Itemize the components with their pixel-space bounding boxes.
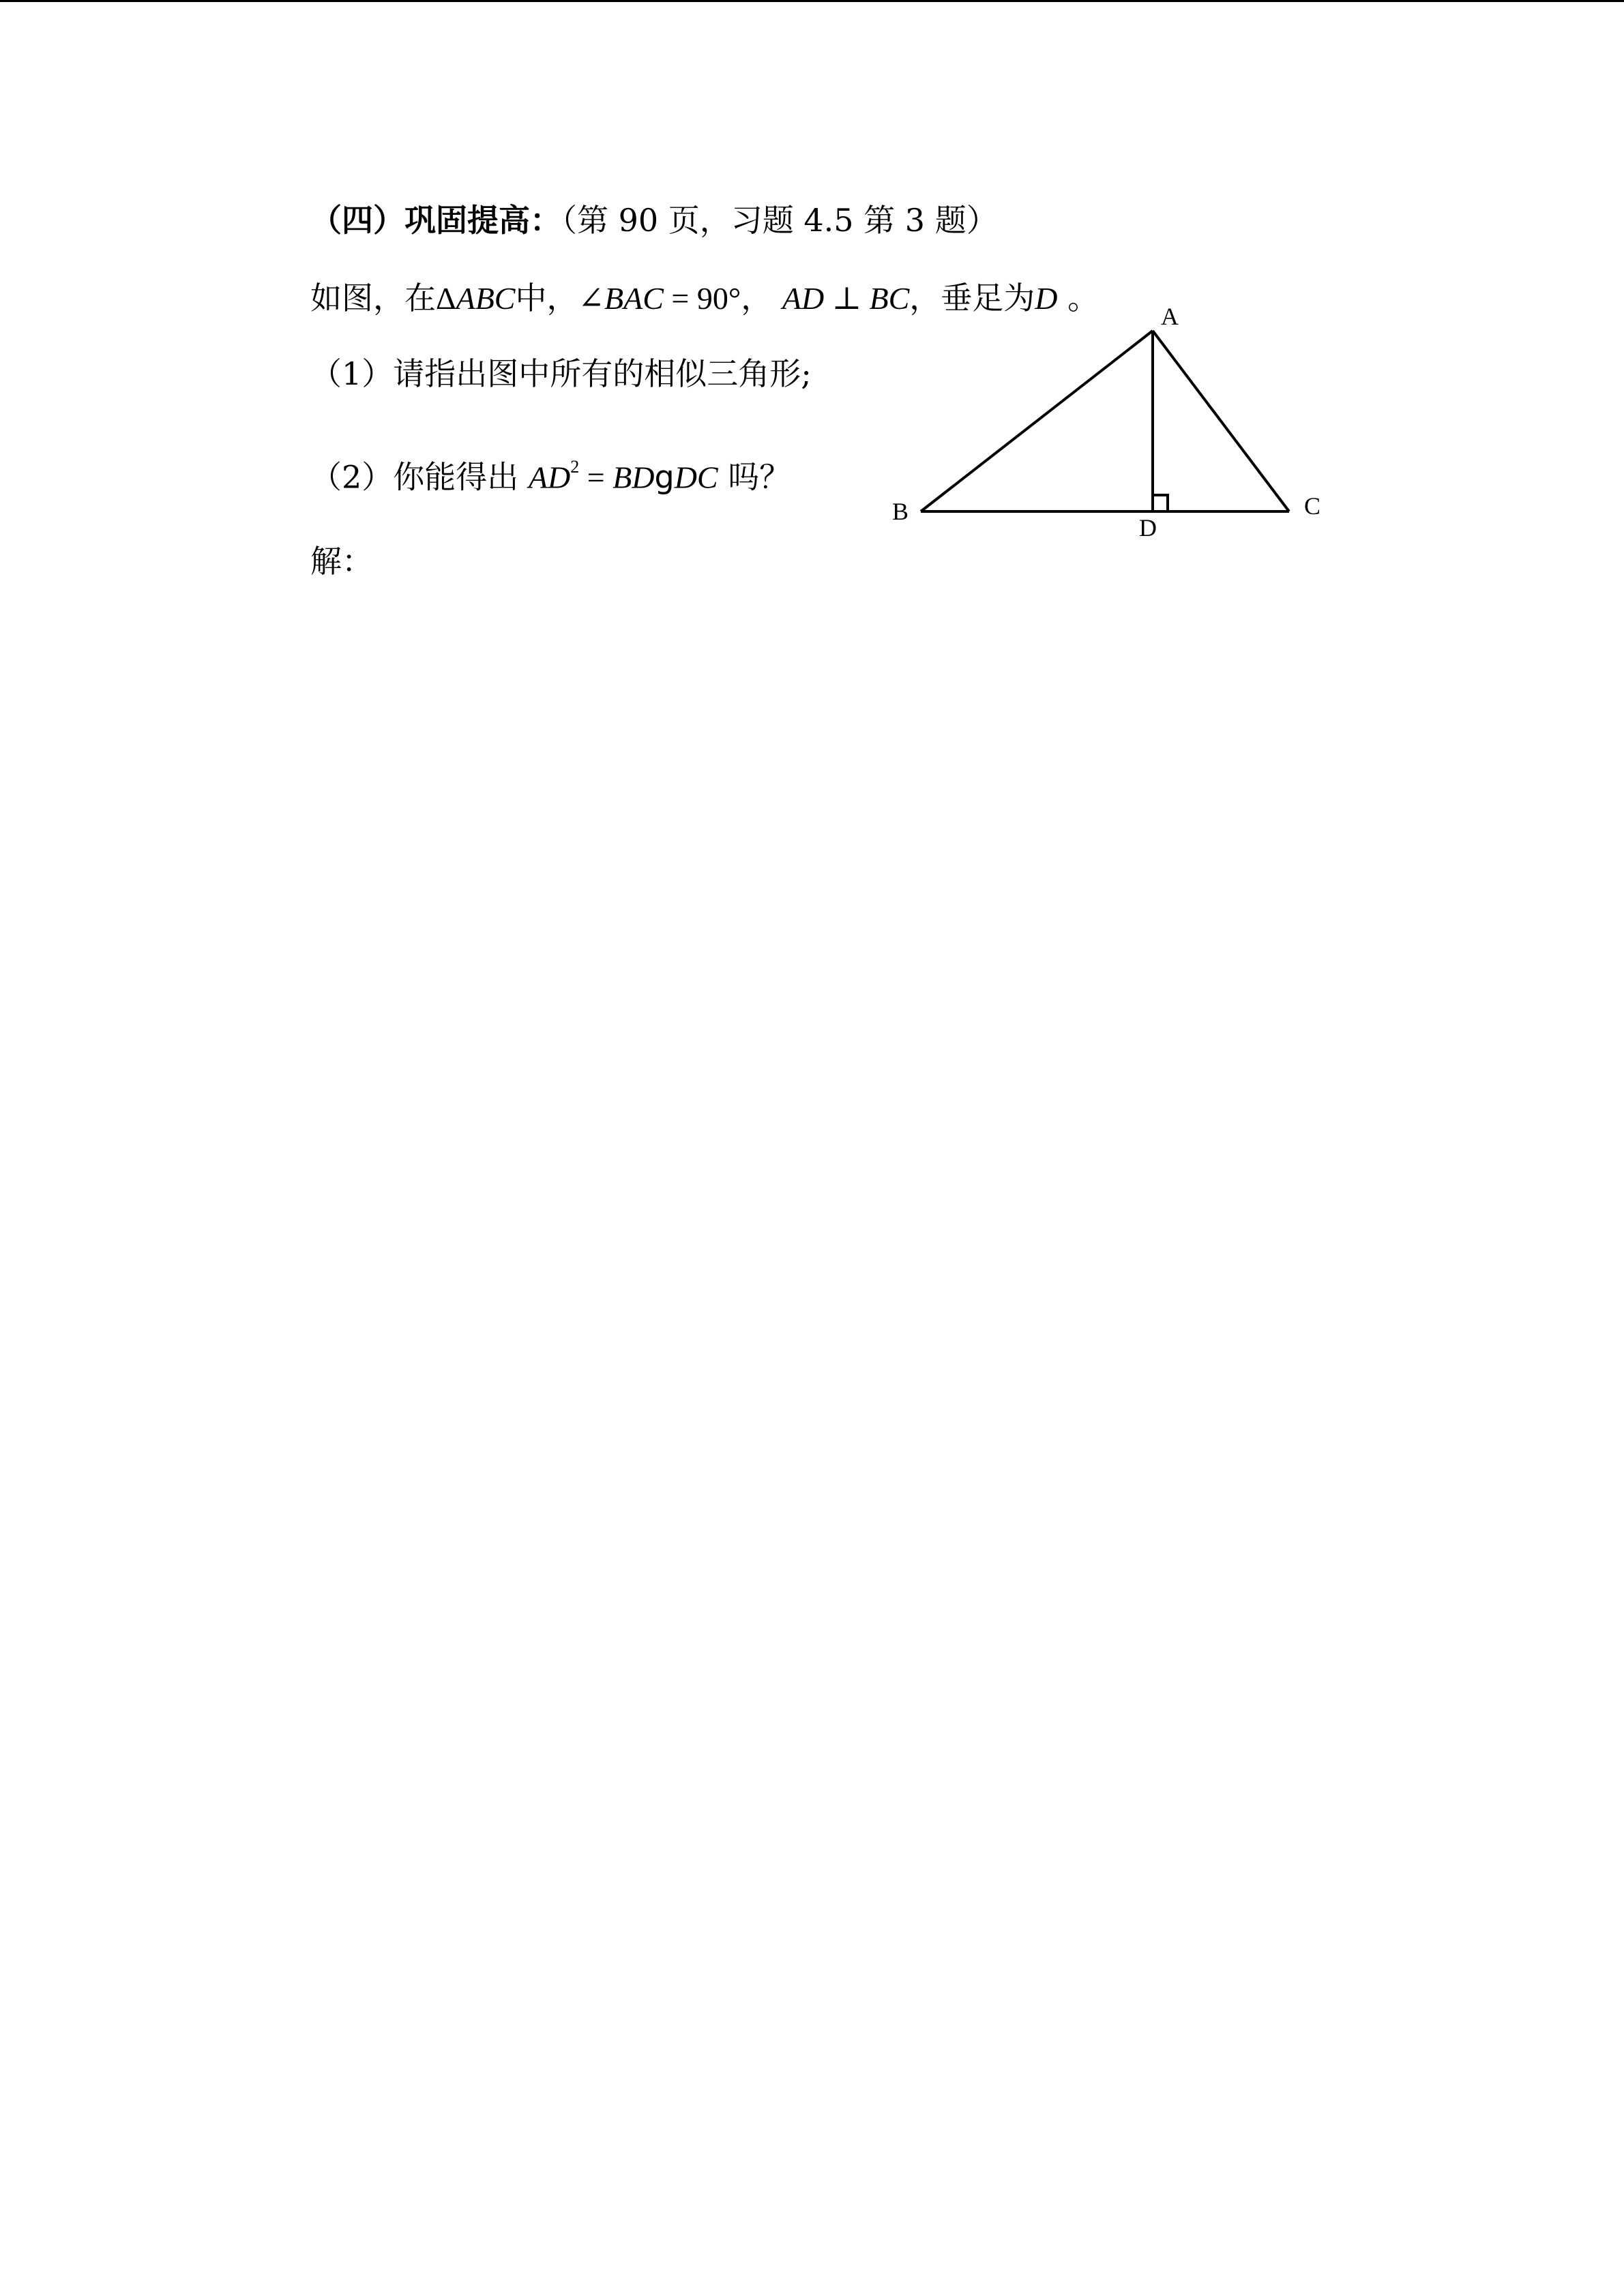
question-1-text: （1）请指出图中所有的相似三角形; <box>310 355 812 392</box>
right-angle-mark <box>1153 495 1168 511</box>
question-2-exponent: 2 <box>570 457 580 477</box>
exercise-reference: （第 90 页，习题 4.5 第 3 题） <box>561 202 998 239</box>
label-b: B <box>892 498 909 525</box>
question-2 <box>310 451 791 498</box>
foot-point: D <box>1035 281 1058 316</box>
segment-ad: AD <box>782 281 825 316</box>
question-2-suffix: 吗？ <box>718 458 791 496</box>
label-c: C <box>1304 492 1321 520</box>
angle-symbol: ∠ <box>578 281 605 316</box>
question-2-prefix: （2）你能得出 <box>310 458 529 496</box>
question-1 <box>310 353 812 394</box>
question-2-lhs: AD <box>528 460 571 495</box>
end-mark: 。 <box>1057 280 1099 316</box>
foot-text: ，垂足为 <box>909 280 1035 316</box>
question-2-mid-glyph: g <box>654 458 675 496</box>
angle-value: = 90° <box>663 281 741 316</box>
segment-bc: BC <box>869 281 910 316</box>
answer-label: 解： <box>310 543 373 580</box>
angle-name: BAC <box>604 281 664 316</box>
label-a: A <box>1161 303 1179 330</box>
perpendicular-symbol: ⊥ <box>824 281 870 316</box>
side-ab <box>921 331 1153 511</box>
intro-mid: 中， <box>515 280 578 316</box>
section-heading: （四）巩固提高： <box>310 202 561 239</box>
triangle-figure <box>880 300 1344 552</box>
triangle-name: ABC <box>456 281 516 316</box>
intro-prefix: 如图，在 <box>310 280 436 316</box>
section-heading-line <box>310 200 998 241</box>
question-2-equals: = <box>579 460 613 495</box>
label-d: D <box>1139 514 1157 541</box>
separator: ， <box>741 280 782 316</box>
side-ac <box>1153 331 1289 511</box>
question-2-rhs-a: BD <box>612 460 655 495</box>
top-border-rule <box>0 0 1624 2</box>
question-2-rhs-b: DC <box>674 460 718 495</box>
triangle-symbol: Δ <box>436 281 456 316</box>
